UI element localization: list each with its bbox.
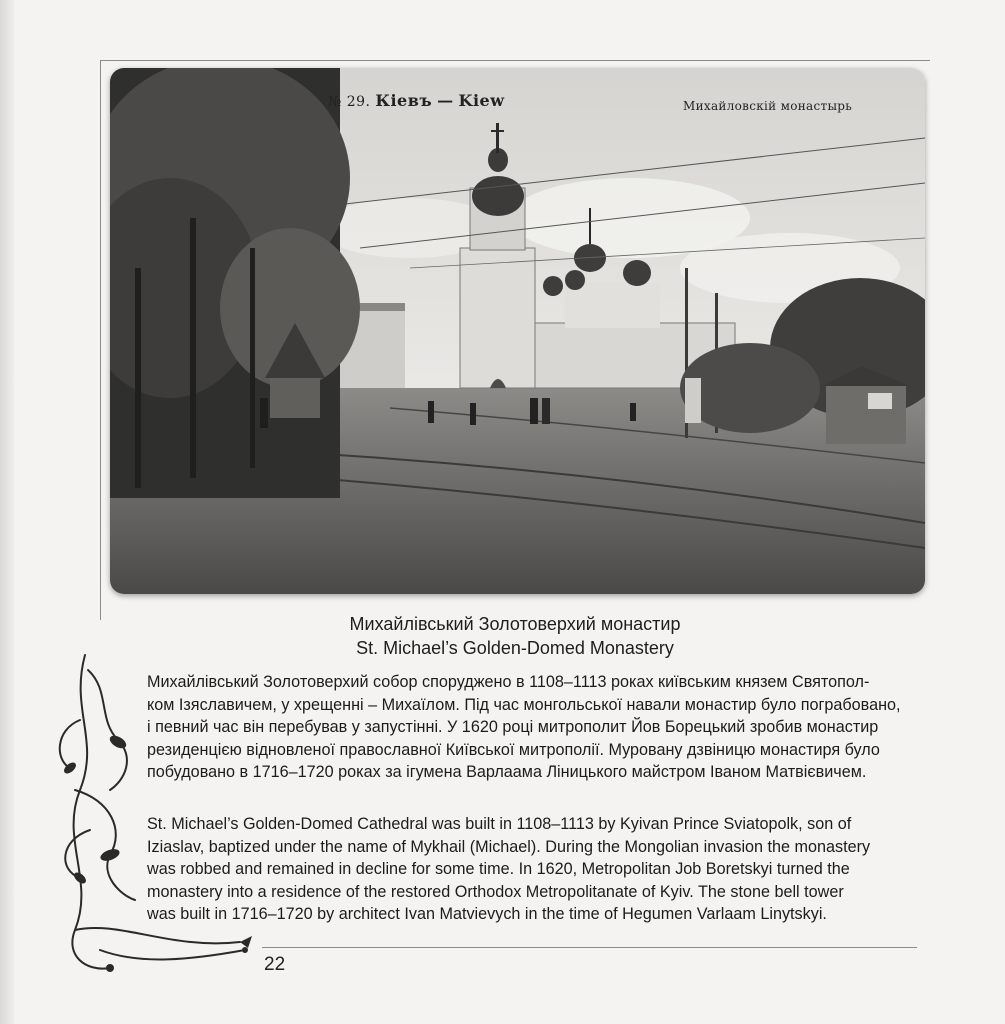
page-number: 22	[264, 954, 286, 975]
ua-line: побудовано в 1716–1720 роках за ігумена Варлаама Ліницького майстром Іваном Матвієвичем.	[147, 763, 867, 782]
en-line: was robbed and remained in decline for some time. In 1620, Metropolitan Job Boretskyi turned the	[147, 860, 850, 879]
postcard-city-de: Kiew	[458, 91, 505, 110]
postcard-title: Михайловскій монастырь	[683, 99, 853, 113]
historic-postcard-photo	[110, 68, 925, 594]
paragraph-ukrainian	[147, 671, 947, 784]
decorative-floral-ornament	[40, 650, 260, 990]
en-line: Iziaslav, baptized under the name of Mykhail (Michael). During the Mongolian invasion the monastery	[147, 837, 871, 856]
bottom-rule	[262, 947, 917, 948]
postcard-dash: —	[437, 91, 454, 110]
top-rule	[100, 60, 930, 61]
postcard-number: № 29.	[328, 94, 371, 110]
en-line: monastery into a residence of the restored Orthodox Metropolitanate of Kyiv. The stone bell tower	[147, 882, 844, 901]
postcard-number-label	[328, 91, 504, 110]
ua-line: і певний час він перебував у запустінні. У 1620 році митрополит Йов Борецький зробив монастир	[147, 718, 879, 737]
paragraph-english	[147, 813, 947, 926]
ua-line: Михайлівський Золотоверхий собор споруджено в 1108–1113 роках київським князем Святопол-	[147, 673, 870, 691]
postcard-city-ru: Кіевъ	[375, 91, 433, 110]
left-rule	[100, 60, 101, 620]
page-gutter-shadow	[0, 0, 14, 1024]
caption-english: St. Michael’s Golden-Domed Monastery	[356, 638, 674, 658]
en-line: was built in 1716–1720 by architect Ivan Matvievych in the time of Hegumen Varlaam Linytskyi.	[147, 905, 827, 924]
ua-line: ком Ізяславичем, у хрещенні – Михаїлом. Під час монгольської навали монастир було пограбовано,	[147, 695, 901, 714]
ua-line: резиденцією відновленої православної Київської митрополії. Муровану дзвіницю монастиря було	[147, 740, 880, 759]
caption-ukrainian: Михайлівський Золотоверхий монастир	[349, 614, 681, 634]
postcard-illustration	[110, 68, 925, 594]
en-line: St. Michael’s Golden-Domed Cathedral was built in 1108–1113 by Kyivan Prince Sviatopolk, son of	[147, 815, 852, 833]
